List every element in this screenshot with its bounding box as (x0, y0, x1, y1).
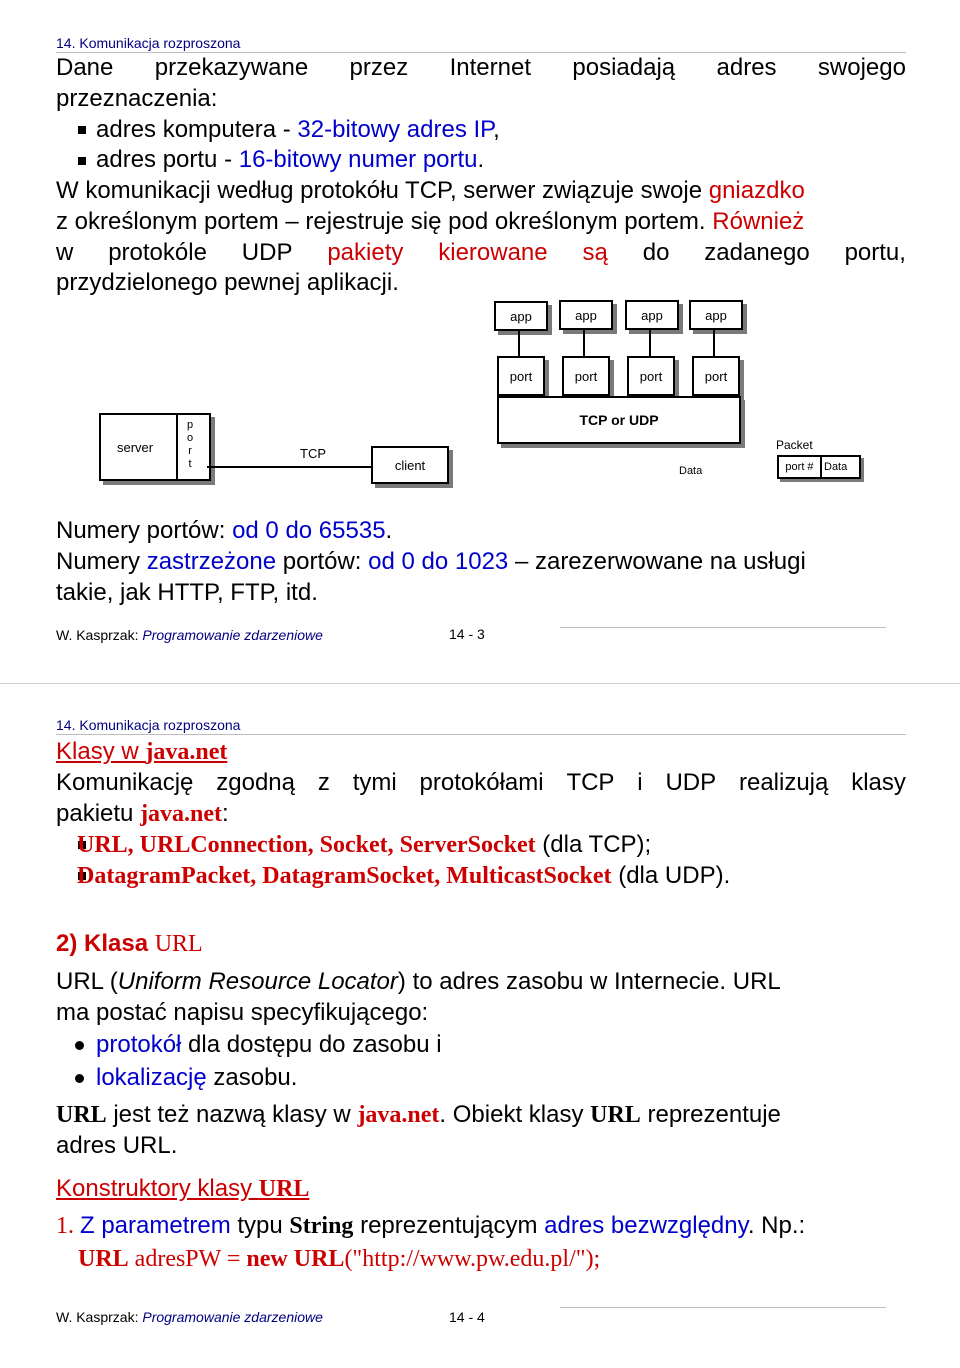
port-vertical-label: p o r t (187, 419, 194, 470)
class-paragraph-line-1: URL jest też nazwą klasy w java.net. Obiekt klasy URL reprezentuje (56, 1101, 781, 1128)
url-paragraph-line-1: URL (Uniform Resource Locator) to adres zasobu w Internecie. URL (56, 968, 781, 995)
tcp-paragraph-line-1: W komunikacji według protokółu TCP, serwer związuje swoje gniazdko (56, 177, 805, 204)
port-box: port (497, 356, 545, 396)
bullet-item: adres portu - 16-bitowy numer portu. (96, 146, 485, 173)
connector-line (583, 329, 585, 358)
port-box: port (562, 356, 610, 396)
paragraph-line-2: pakietu java.net: (56, 800, 229, 827)
page-number: 14 - 4 (449, 1309, 485, 1325)
section-heading: 2) Klasa URL (56, 930, 203, 957)
port-box: port (692, 356, 740, 396)
url-paragraph-line-2: ma postać napisu specyfikującego: (56, 999, 429, 1026)
port-box: port (627, 356, 675, 396)
class-paragraph-line-2: adres URL. (56, 1132, 178, 1159)
slide-header: 14. Komunikacja rozproszona (56, 717, 241, 733)
page-number: 14 - 3 (449, 626, 485, 642)
tcp-paragraph-line-2: z określonym portem – rejestruje się pod określonym portem. Również (56, 208, 805, 235)
connector-line (649, 329, 651, 358)
intro-line-2: przeznaczenia: (56, 85, 218, 112)
tcp-connection-label: TCP (300, 446, 326, 461)
bullet-square-icon (78, 157, 86, 165)
server-box: server p o r t (99, 413, 211, 481)
url-part-item: protokół dla dostępu do zasobu i (96, 1031, 442, 1058)
header-rule (56, 734, 906, 735)
tcp-paragraph-line-4: przydzielonego pewnej aplikacji. (56, 269, 399, 296)
constructor-1-line: 1. Z parametrem typu String reprezentującym adres bezwzględny. Np.: (56, 1212, 806, 1239)
packet-divider (820, 457, 822, 477)
client-box: client (371, 446, 449, 484)
port-range-line: Numery portów: od 0 do 65535. (56, 517, 393, 544)
connector-line (518, 330, 520, 358)
data-label: Data (679, 465, 703, 477)
tcp-classes-item: URL, URLConnection, Socket, ServerSocket (dla TCP); (77, 831, 652, 858)
footer-rule (560, 627, 886, 628)
reserved-ports-line-2: takie, jak HTTP, FTP, itd. (56, 579, 318, 606)
udp-classes-item: DatagramPacket, DatagramSocket, MulticastSocket (dla UDP). (77, 862, 731, 889)
server-port-divider (176, 415, 178, 479)
reserved-ports-line-1: Numery zastrzeżone portów: od 0 do 1023 – zarezerwowane na usługi (56, 548, 806, 575)
url-part-item: lokalizację zasobu. (96, 1064, 298, 1091)
connector-line (713, 329, 715, 358)
slide-page-14-3 (0, 0, 960, 683)
slide-header: 14. Komunikacja rozproszona (56, 35, 241, 51)
code-example: URL adresPW = new URL("http://www.pw.edu.pl/"); (78, 1246, 601, 1272)
app-box: app (559, 300, 613, 330)
app-box: app (689, 300, 743, 330)
tcp-udp-layer-box: TCP or UDP (497, 396, 741, 444)
slide-footer: W. Kasprzak: Programowanie zdarzeniowe (56, 1309, 323, 1325)
bullet-square-icon (78, 126, 86, 134)
slide-footer: W. Kasprzak: Programowanie zdarzeniowe (56, 627, 323, 643)
slide-title: Klasy w java.net (56, 738, 228, 765)
constructors-heading: Konstruktory klasy URL (56, 1175, 310, 1202)
intro-line-1: Dane przekazywane przez Internet posiadają adres swojego (56, 54, 906, 81)
packet-box: port # Data (777, 455, 861, 479)
packet-label: Packet (776, 438, 813, 452)
tcp-paragraph-line-3: w protokóle UDP pakiety kierowane są do zadanego portu, (56, 239, 906, 266)
paragraph-line-1: Komunikację zgodną z tymi protokółami TCP i UDP realizują klasy (56, 769, 906, 796)
bullet-dot-icon (75, 1041, 84, 1050)
bullet-item: adres komputera - 32-bitowy adres IP, (96, 116, 500, 143)
slide-page-14-4 (0, 683, 960, 1368)
app-box: app (494, 301, 548, 331)
app-box: app (625, 300, 679, 330)
tcp-connection-line (207, 466, 371, 468)
footer-rule (560, 1307, 886, 1308)
bullet-dot-icon (75, 1074, 84, 1083)
